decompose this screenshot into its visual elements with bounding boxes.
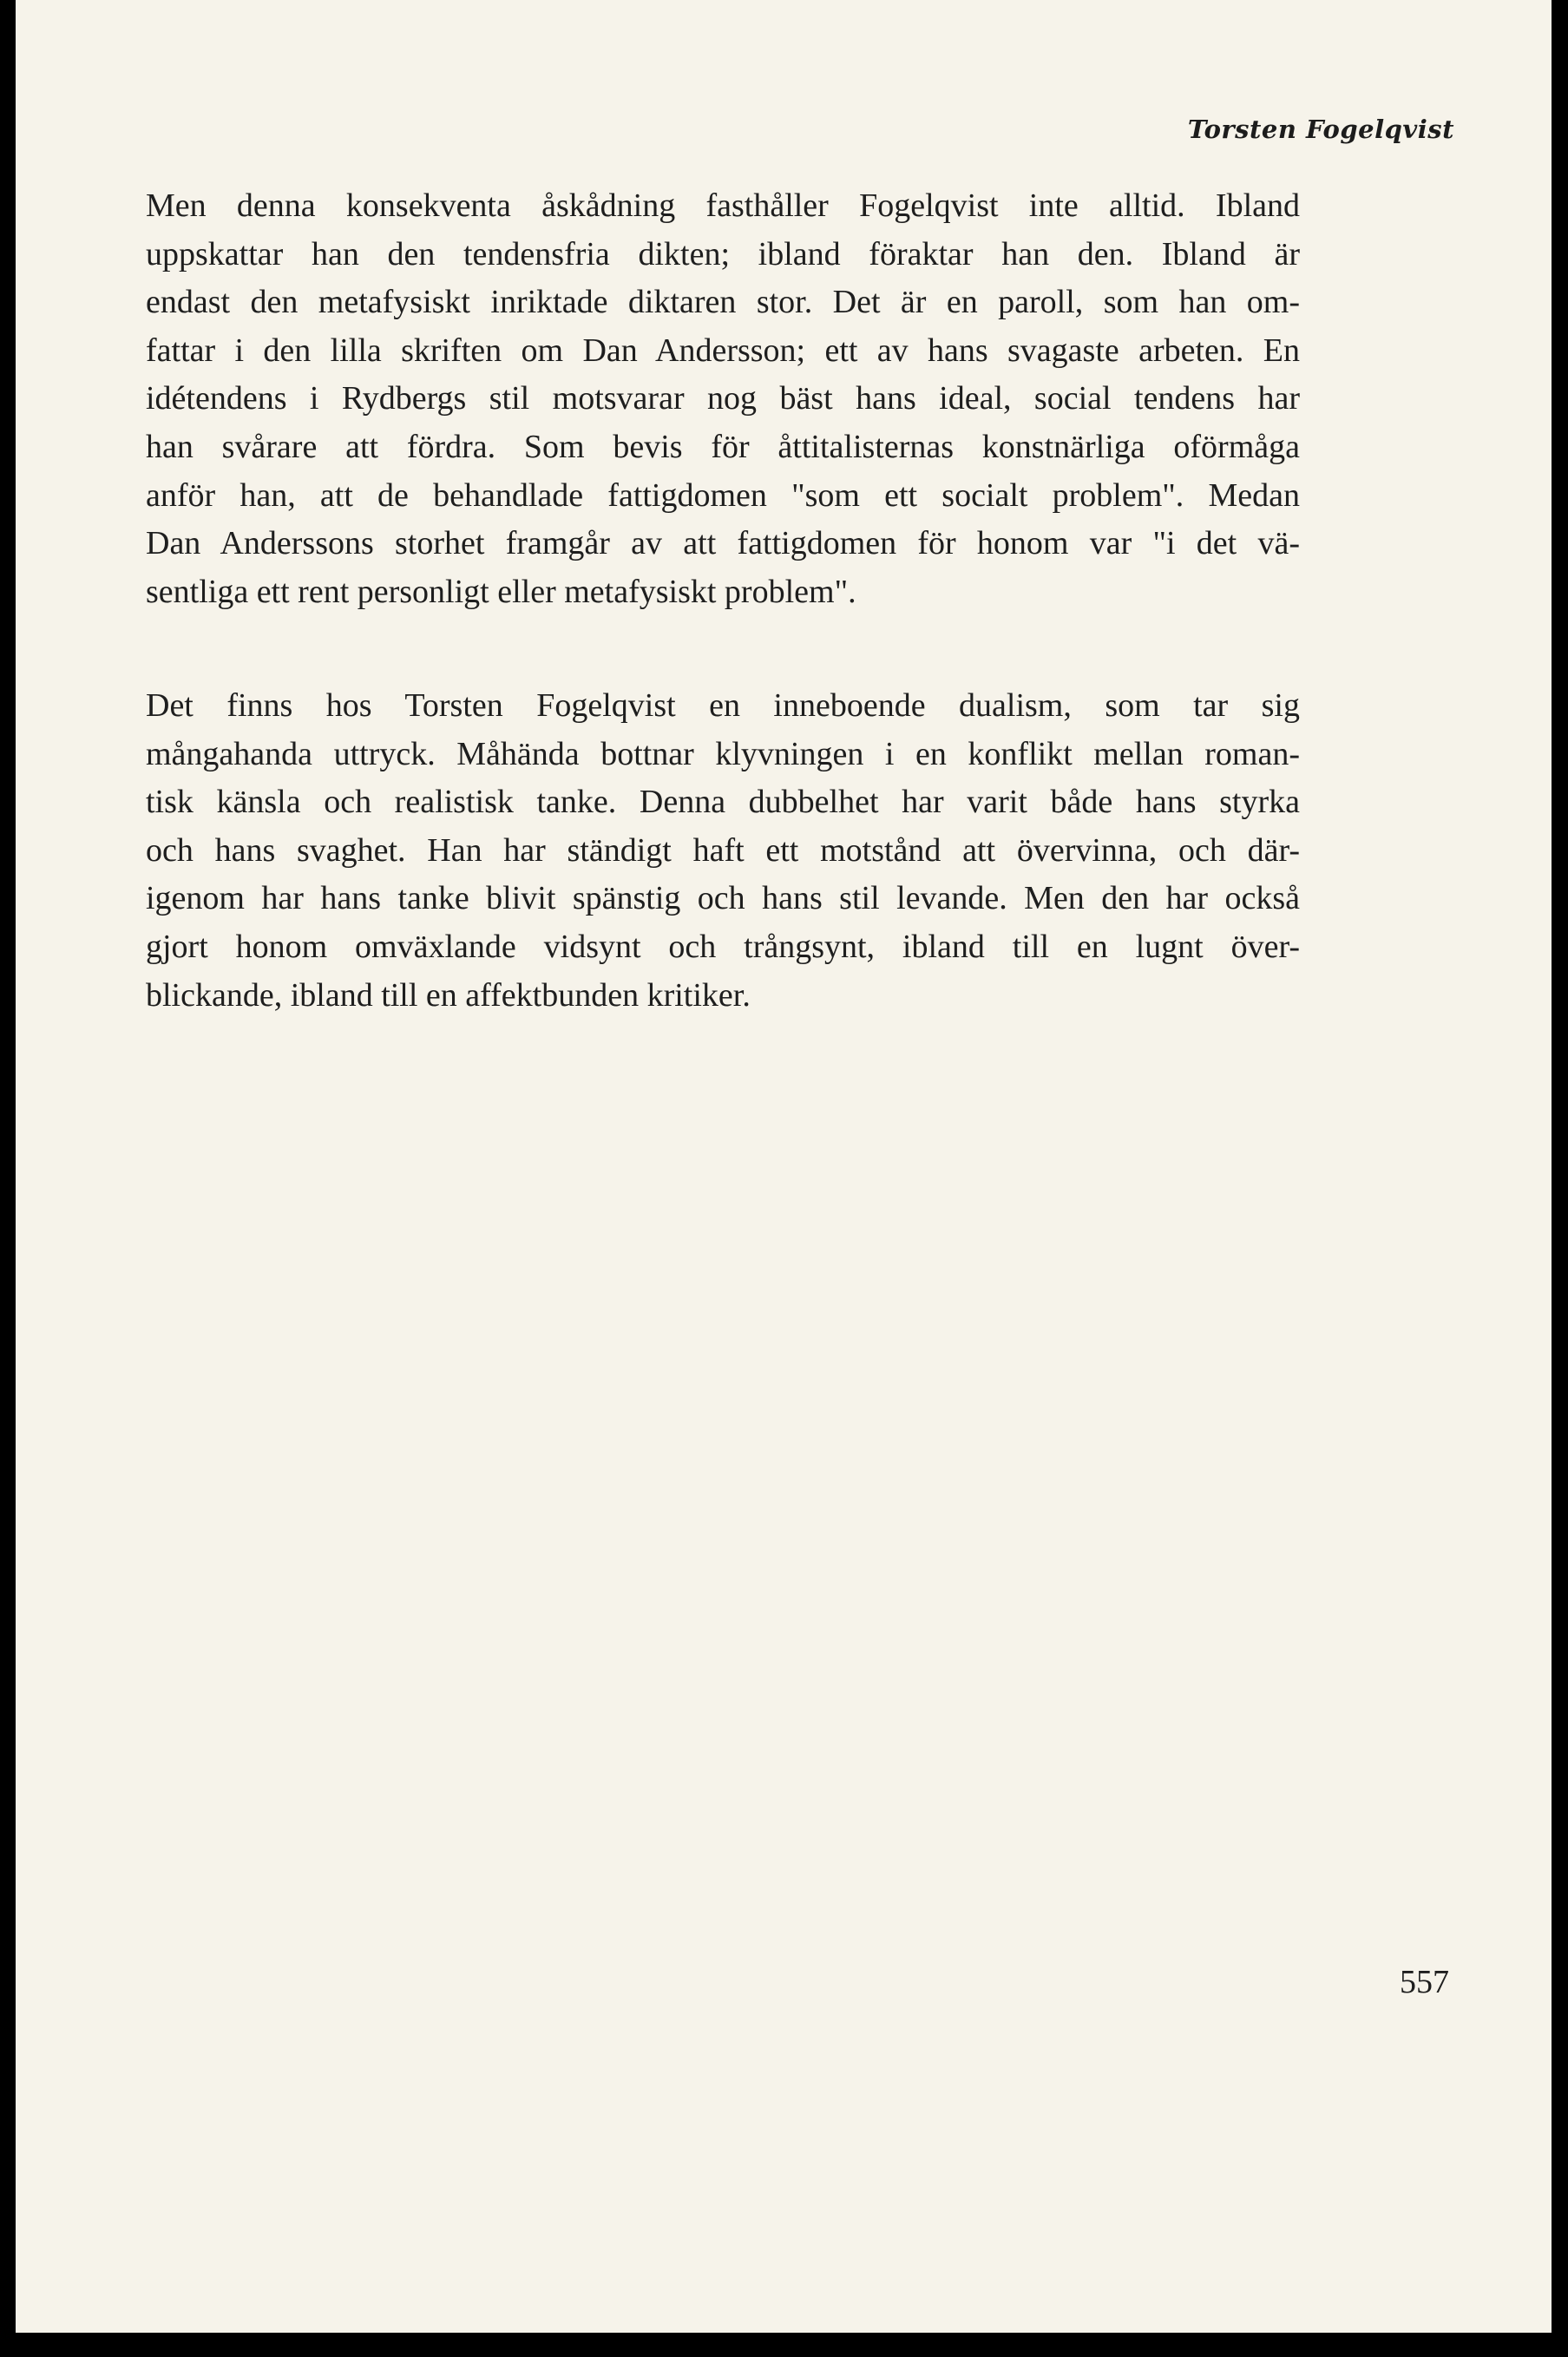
text-line: sentliga ett rent personligt eller metafysiskt problem". — [146, 573, 856, 610]
text-line: uppskattar han den tendensfria dikten; ibland föraktar han den. Ibland är — [146, 235, 1300, 272]
text-line: mångahanda uttryck. Måhända bottnar klyvningen i en konflikt mellan roman- — [146, 735, 1300, 772]
text-line: Men denna konsekventa åskådning fasthåller Fogelqvist inte alltid. Ibland — [146, 187, 1300, 224]
text-line: Det finns hos Torsten Fogelqvist en inneboende dualism, som tar sig — [146, 687, 1300, 724]
text-line: tisk känsla och realistisk tanke. Denna dubbelhet har varit både hans styrka — [146, 784, 1300, 821]
document-page — [16, 0, 1552, 2333]
text-line: anför han, att de behandlade fattigdomen "som ett socialt problem". Medan — [146, 476, 1300, 514]
text-line: Dan Anderssons storhet framgår av att fattigdomen för honom var "i det vä- — [146, 525, 1300, 562]
text-line: gjort honom omväxlande vidsynt och trångsynt, ibland till en lugnt över- — [146, 928, 1300, 965]
text-line: igenom har hans tanke blivit spänstig och hans stil levande. Men den har också — [146, 880, 1300, 917]
text-line: endast den metafysiskt inriktade diktaren stor. Det är en paroll, som han om- — [146, 284, 1300, 321]
running-head: Torsten Fogelqvist — [1187, 115, 1454, 144]
text-line: han svårare att fördra. Som bevis för åttitalisternas konstnärliga oförmåga — [146, 428, 1300, 465]
text-line: blickande, ibland till en affektbunden kritiker. — [146, 976, 751, 1014]
paragraph-2 — [146, 682, 1300, 1020]
text-line: idétendens i Rydbergs stil motsvarar nog bäst hans ideal, social tendens har — [146, 380, 1300, 417]
text-line: fattar i den lilla skriften om Dan Andersson; ett av hans svagaste arbeten. En — [146, 332, 1300, 369]
page-number: 557 — [1400, 1964, 1449, 2000]
text-line: och hans svaghet. Han har ständigt haft ett motstånd att övervinna, och där- — [146, 831, 1300, 869]
paragraph-1 — [146, 182, 1300, 616]
